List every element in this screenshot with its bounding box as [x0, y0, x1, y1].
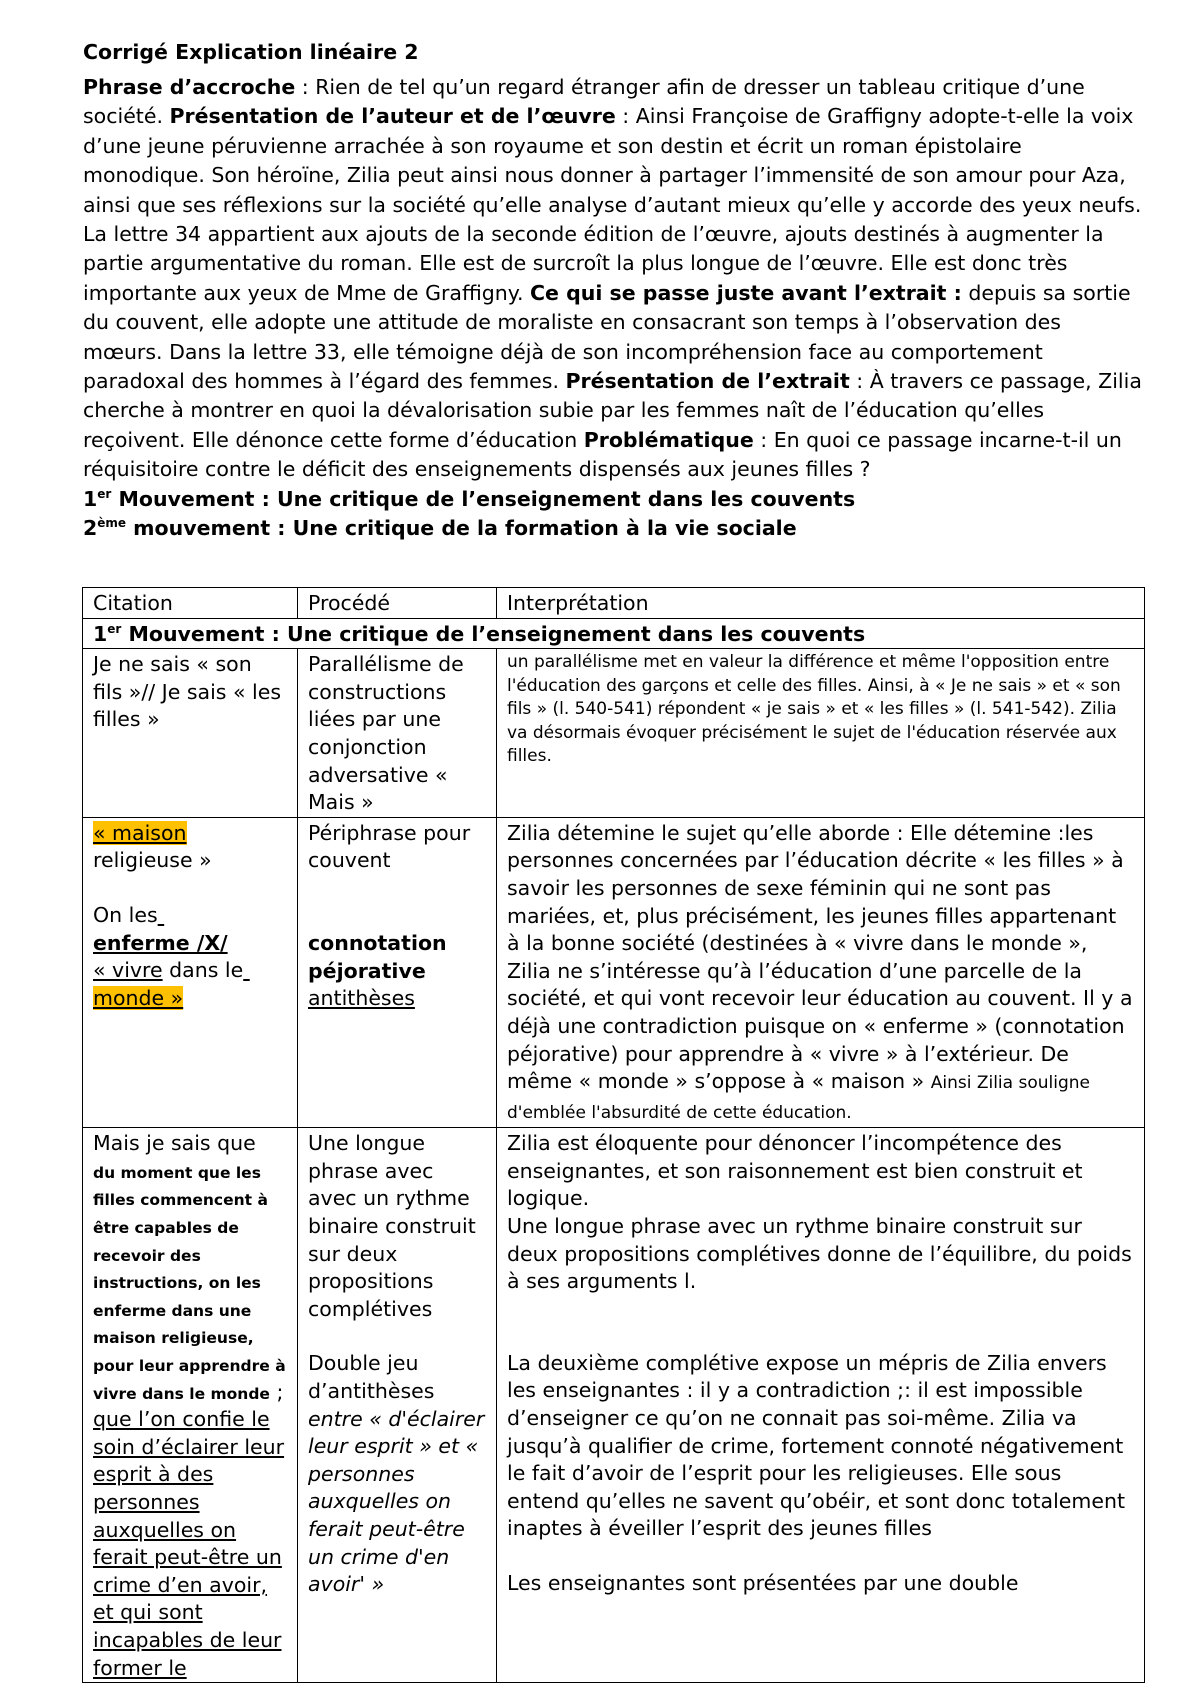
movement-1-heading	[83, 485, 1143, 514]
citation-underlined: que l’on confie le soin d’éclairer leur esprit à des personnes auxquelles on ferait peut-être un crime d’en avoir, et qui sont incapables de leur former le	[93, 1407, 285, 1680]
introduction-paragraph	[83, 73, 1143, 485]
avant-text: depuis sa sortie du couvent, elle adopte une attitude de moraliste en consacrant son temps à l’observation des mœurs. Dans la lettre 33, elle témoigne déjà de son incompréhension face au comportement paradoxal des hommes à l’égard des femmes.	[83, 280, 1131, 394]
spacer	[507, 1323, 1134, 1350]
movement-2-sup: ème	[97, 515, 127, 530]
underscore	[243, 958, 250, 982]
table-row	[83, 1128, 1145, 1683]
highlight-monde: monde »	[93, 985, 184, 1010]
interpretation-p1: Zilia est éloquente pour dénoncer l’incompétence des enseignantes, et son raisonnement est bien construit et logique.	[507, 1131, 1083, 1211]
row3-citation	[83, 1128, 298, 1683]
header-procede: Procédé	[298, 588, 497, 619]
avant-label: Ce qui se passe juste avant l’extrait :	[530, 280, 962, 305]
citation-on-les: On les	[93, 902, 158, 927]
section-sup: er	[107, 621, 122, 636]
procede-antitheses: antithèses	[308, 986, 415, 1011]
procede-connotation: connotation péjorative	[308, 930, 447, 983]
citation-bold: du moment que les filles commencent à être capables de recevoir des instructions, on les enferme dans une maison religieuse, pour leur apprendre à vivre dans le monde	[93, 1163, 286, 1403]
citation-start: Mais je sais que	[93, 1131, 256, 1156]
section-heading	[83, 618, 1145, 649]
movement-2-heading	[83, 514, 1143, 543]
movement-1-text: Mouvement : Une critique de l’enseignement dans les couvents	[111, 486, 856, 511]
page-title: Corrigé Explication linéaire 2	[83, 40, 419, 64]
row2-interpretation	[497, 817, 1145, 1128]
header-citation: Citation	[83, 588, 298, 619]
interpretation-small: Ainsi Zilia souligne d'emblée l'absurdité de cette éducation.	[507, 1073, 1090, 1123]
spacer	[308, 875, 486, 930]
interpretation-main: Zilia détemine le sujet qu’elle aborde : Elle détemine :les personnes concernées par l’éducation décrite « les filles » à savoir les personnes de sexe féminin qui ne sont pas mariées, et, plus précisément, les jeunes filles appartenant à la bonne société (destinées à « vivre dans le monde », Zilia ne s’intéresse qu’à l’éducation d’une parcelle de la société, et qui vont recevoir leur éducation au couvent. Il y a déjà une contradiction puisque on « enferme » (connotation péjorative) pour apprendre à « vivre » à l’extérieur. De même « monde » s’oppose à « maison »	[507, 820, 1133, 1094]
movement-2-number: 2	[83, 515, 98, 540]
document-page	[83, 38, 1143, 543]
extrait-text: : À travers ce passage, Zilia cherche à montrer en quoi la dévalorisation subie par les femmes naît de l’éducation qu’elles reçoivent. Elle dénonce cette forme d’éducation	[83, 369, 1142, 452]
citation-enferme: enferme /X/	[93, 930, 228, 955]
interpretation-p2: Une longue phrase avec un rythme binaire construit sur deux propositions complétives donne de l’équilibre, du poids à ses arguments l.	[507, 1214, 1132, 1294]
procede-double: Double jeu d’antithèses	[308, 1351, 435, 1404]
header-interpretation: Interprétation	[497, 588, 1145, 619]
movement-2-text: mouvement : Une critique de la formation à la vie sociale	[126, 515, 797, 540]
interpretation-p3: La deuxième complétive expose un mépris de Zilia envers les enseignantes : il y a contradiction ;: il est impossible d’enseigner ce qu’on ne connait pas soi-même. Zilia va jusqu’à qualifier de crime, fortement connoté négativement le fait d’avoir de l’esprit pour les religieuses. Elle sous entend qu’elles ne savent qu’obéir, et sont donc totalement inaptes à éveiller l’esprit des jeunes filles	[507, 1350, 1125, 1541]
procede-phrase: Une longue phrase avec avec un rythme binaire construit sur deux propositions complétives	[308, 1131, 476, 1321]
procede-periphrase: Périphrase pour couvent	[308, 820, 471, 873]
citation-dans-le: dans le	[162, 958, 244, 983]
section-text: Mouvement : Une critique de l’enseignement dans les couvents	[121, 621, 866, 646]
row1-procede: Parallélisme de constructions liées par une conjonction adversative « Mais »	[298, 649, 497, 818]
probleme-text: : En quoi ce passage incarne-t-il un réquisitoire contre le déficit des enseignements dispensés aux jeunes filles ?	[83, 427, 1122, 482]
row1-interpretation: un parallélisme met en valeur la différence et même l'opposition entre l'éducation des garçons et celle des filles. Ainsi, à « Je ne sais » et « son fils » (l. 540-541) répondent « je sais » et « les filles » (l. 541-542). Zilia va désormais évoquer précisément le sujet de l'éducation réservée aux filles.	[497, 649, 1145, 818]
auteur-text: : Ainsi Françoise de Graffigny adopte-t-elle la voix d’une jeune péruvienne arrachée à son royaume et son destin et écrit un roman épistolaire monodique. Son héroïne, Zilia peut ainsi nous donner à partager l’immensité de son amour pour Aza, ainsi que ses réflexions sur la société qu’elle analyse d’autant mieux qu’elle y accorde des yeux neufs. La lettre 34 appartient aux ajouts de la seconde édition de l’œuvre, ajouts destinés à augmenter la partie argumentative du roman. Elle est de surcroît la plus longue de l’œuvre. Elle est donc très importante aux yeux de Mme de Graffigny.	[83, 104, 1142, 305]
spacer	[507, 1543, 1134, 1570]
movement-1-sup: er	[97, 486, 112, 501]
row3-procede	[298, 1128, 497, 1683]
analysis-table	[82, 587, 1145, 1683]
table-row	[83, 649, 1145, 818]
table-header-row	[83, 588, 1145, 619]
accroche-label: Phrase d’accroche	[83, 75, 296, 99]
row2-citation	[83, 817, 298, 1128]
spacer	[93, 875, 287, 902]
spacer	[507, 1296, 1134, 1323]
accroche-text: : Rien de tel qu’un regard étranger afin de dresser un tableau critique d’une société.	[83, 75, 1085, 129]
highlight-maison: « maison	[93, 820, 187, 845]
table-row	[83, 817, 1145, 1128]
probleme-label: Problématique	[583, 427, 754, 452]
citation-semicolon: ;	[269, 1379, 284, 1404]
procede-italic: entre « d'éclairer leur esprit » et « personnes auxquelles on ferait peut-être un crime d'en avoir' »	[308, 1406, 485, 1597]
interpretation-p4: Les enseignantes sont présentées par une double	[507, 1571, 1019, 1595]
table-section-row	[83, 618, 1145, 649]
spacer	[308, 1323, 486, 1350]
row3-interpretation	[497, 1128, 1145, 1683]
movement-1-number: 1	[83, 486, 98, 511]
row2-procede	[298, 817, 497, 1128]
underscore	[158, 903, 165, 927]
citation-religieuse: religieuse »	[93, 848, 212, 873]
section-number: 1	[93, 621, 108, 646]
row1-citation: Je ne sais « son fils »// Je sais « les filles »	[83, 649, 298, 818]
auteur-label: Présentation de l’auteur et de l’œuvre	[169, 104, 616, 129]
citation-vivre: « vivre	[93, 958, 163, 983]
extrait-label: Présentation de l’extrait	[565, 369, 850, 394]
